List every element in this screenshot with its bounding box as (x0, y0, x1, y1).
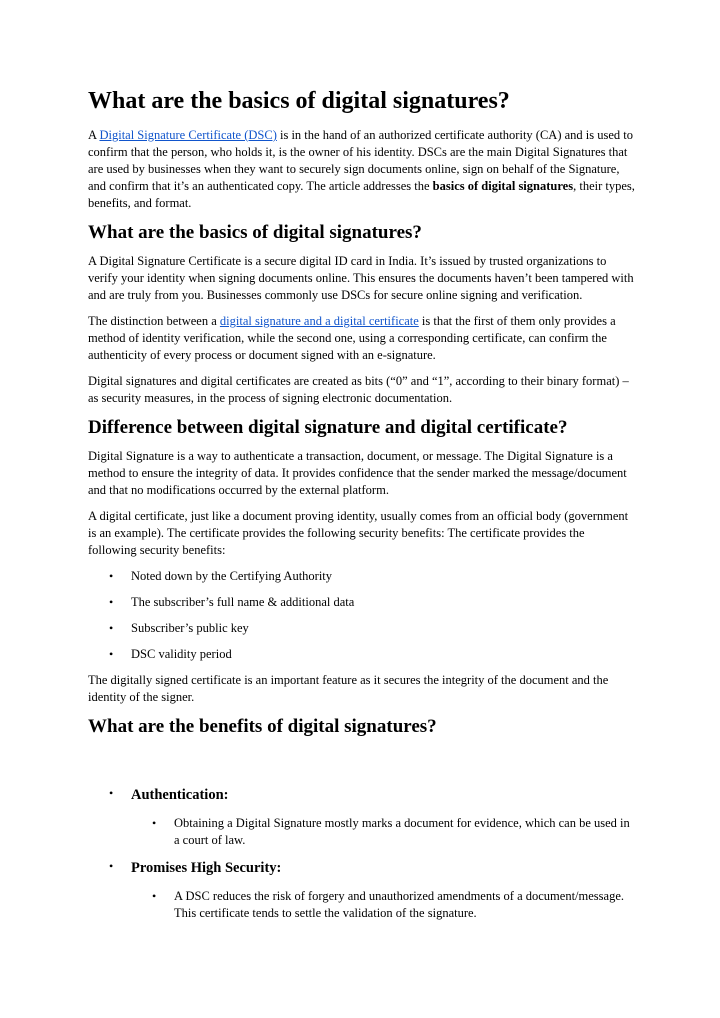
benefits-heading: What are the benefits of digital signatures? (88, 716, 437, 737)
bullet-icon: • (109, 569, 114, 583)
list-item (88, 568, 636, 585)
list-item (88, 646, 636, 663)
list-item (88, 620, 636, 637)
difference-paragraph-1: Digital Signature is a way to authenticate a transaction, document, or message. The Digital Signature is a method to ensure the integrity of data. It provides confidence that the sender marked the message/document and that no modifications occurred by the external platform. (88, 449, 627, 497)
intro-paragraph (88, 127, 636, 212)
benefit-item-security (88, 858, 636, 878)
bullet-icon: • (109, 786, 114, 800)
difference-heading: Difference between digital signature and digital certificate? (88, 417, 568, 438)
benefit-detail-text: A DSC reduces the risk of forgery and unauthorized amendments of a document/message. This certificate tends to settle the validation of the signature. (174, 889, 624, 920)
benefit-detail (88, 888, 636, 922)
page-title: What are the basics of digital signatures? (88, 88, 510, 114)
bullet-icon: • (109, 647, 114, 661)
certificate-benefits-list (88, 568, 636, 663)
list-item-text: DSC validity period (131, 647, 232, 661)
benefit-detail-text: Obtaining a Digital Signature mostly marks a document for evidence, which can be used in a court of law. (174, 816, 630, 847)
benefit-title: Promises High Security: (131, 860, 282, 876)
spacer (88, 747, 636, 785)
intro-suffix: , their types, benefits, and format. (88, 179, 635, 210)
basics-paragraph-2-suffix: is that the first of them only provides a method of identity verification, while the second one, using a corresponding certificate, can confirm the authenticity of every process or document signed with an e-signature. (88, 314, 616, 362)
dsc-link[interactable]: Digital Signature Certificate (DSC) (99, 128, 277, 142)
signature-vs-certificate-link[interactable]: digital signature and a digital certificate (219, 314, 419, 328)
list-item (88, 594, 636, 611)
benefit-title: Authentication: (131, 787, 229, 803)
bullet-icon: • (152, 816, 157, 830)
benefit-item-authentication (88, 785, 636, 805)
basics-paragraph-3: Digital signatures and digital certificates are created as bits (“0” and “1”, according to their binary format) – as security measures, in the process of signing electronic documentation. (88, 374, 629, 405)
bullet-icon: • (109, 859, 114, 873)
difference-paragraph-3: The digitally signed certificate is an important feature as it secures the integrity of the document and the identity of the signer. (88, 673, 609, 704)
basics-paragraph-2-prefix: The distinction between a (88, 314, 220, 328)
intro-middle: is in the hand of an authorized certificate authority (CA) and is used to confirm that the person, who holds it, is the owner of his identity. DSCs are the main Digital Signatures that are used by businesses when they want to securely sign documents online, sign on behalf of the Signature, and confirm that it’s an authenticated copy. The article addresses the (88, 128, 633, 193)
list-item-text: The subscriber’s full name & additional data (131, 595, 355, 609)
basics-heading: What are the basics of digital signatures? (88, 222, 422, 243)
bullet-icon: • (152, 889, 157, 903)
basics-paragraph-2 (88, 313, 636, 364)
list-item-text: Noted down by the Certifying Authority (131, 569, 333, 583)
intro-bold: basics of digital signatures (432, 179, 574, 193)
bullet-icon: • (109, 621, 114, 635)
intro-prefix: A (88, 128, 100, 142)
basics-paragraph-1: A Digital Signature Certificate is a secure digital ID card in India. It’s issued by trusted organizations to verify your identity when signing documents online. This ensures the documents haven’t been tampered with and are truly from you. Businesses commonly use DSCs for secure online signing and verification. (88, 254, 634, 302)
benefits-list (88, 785, 636, 922)
difference-paragraph-2: A digital certificate, just like a document proving identity, usually comes from an official body (government is an example). The certificate provides the following security benefits: The certificate provides the following security benefits: (88, 509, 629, 557)
bullet-icon: • (109, 595, 114, 609)
benefit-detail (88, 815, 636, 849)
document-page (88, 85, 636, 931)
list-item-text: Subscriber’s public key (131, 621, 249, 635)
